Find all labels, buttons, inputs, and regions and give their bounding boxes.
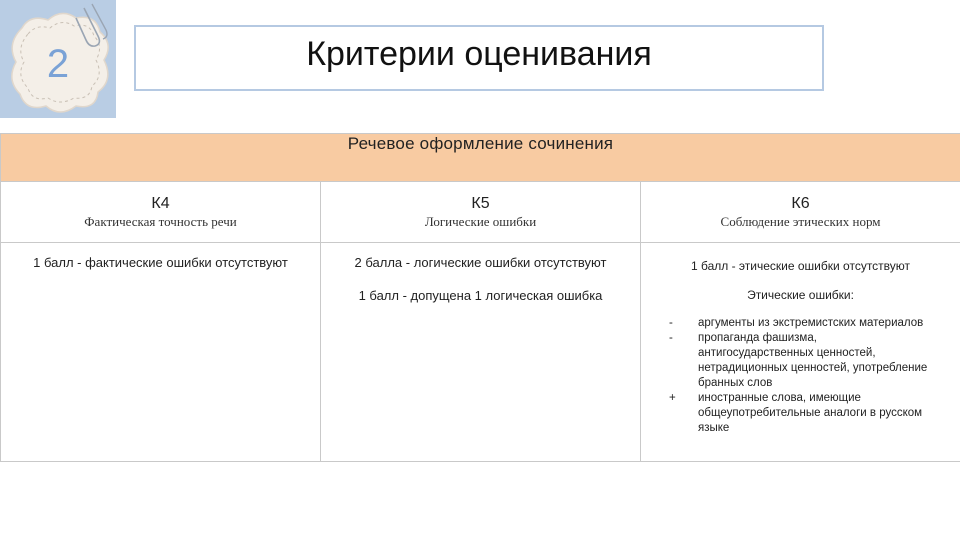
k4-score-text: 1 балл - фактические ошибки отсутствуют [33,255,288,270]
ethical-errors-list [641,316,960,436]
criterion-k5-body [321,243,641,462]
table-header: Речевое оформление сочинения [1,134,960,182]
criterion-description: Логические ошибки [424,214,537,229]
list-item-text: пропаганда фашизма, антигосударственных ценностей, нетрадиционных ценностей, употребление бранных слов [698,332,928,389]
criterion-k4-body [1,243,321,462]
criterion-description: Соблюдение этических норм [720,214,881,229]
list-bullet: - [669,317,673,329]
criterion-description: Фактическая точность речи [84,214,237,229]
list-item [641,331,960,391]
k6-score-text: 1 балл - этические ошибки отсутствуют [690,259,911,273]
list-item-text: иностранные слова, имеющие общеупотребительные аналоги в русском языке [698,392,923,434]
k5-score-2: 2 балла - логические ошибки отсутствуют [354,255,607,270]
list-bullet: - [669,332,673,344]
list-item [641,391,960,436]
criterion-k4-header [1,182,321,243]
title-box [134,25,824,91]
slide-number: 2 [46,42,70,86]
criterion-k5-header [321,182,641,243]
page-title: Критерии оценивания [306,35,652,73]
list-item [641,316,960,331]
criterion-k6-body [641,243,960,462]
criteria-table [0,133,960,462]
criterion-k6-header [641,182,960,243]
criterion-code: К6 [791,195,810,212]
k5-score-1: 1 балл - допущена 1 логическая ошибка [358,288,603,303]
list-bullet: + [669,392,676,404]
criterion-code: К5 [471,195,490,212]
list-item-text: аргументы из экстремистских материалов [698,317,924,329]
k6-errors-label: Этические ошибки: [747,288,854,302]
slide-number-badge [0,0,116,118]
criterion-code: К4 [151,195,170,212]
